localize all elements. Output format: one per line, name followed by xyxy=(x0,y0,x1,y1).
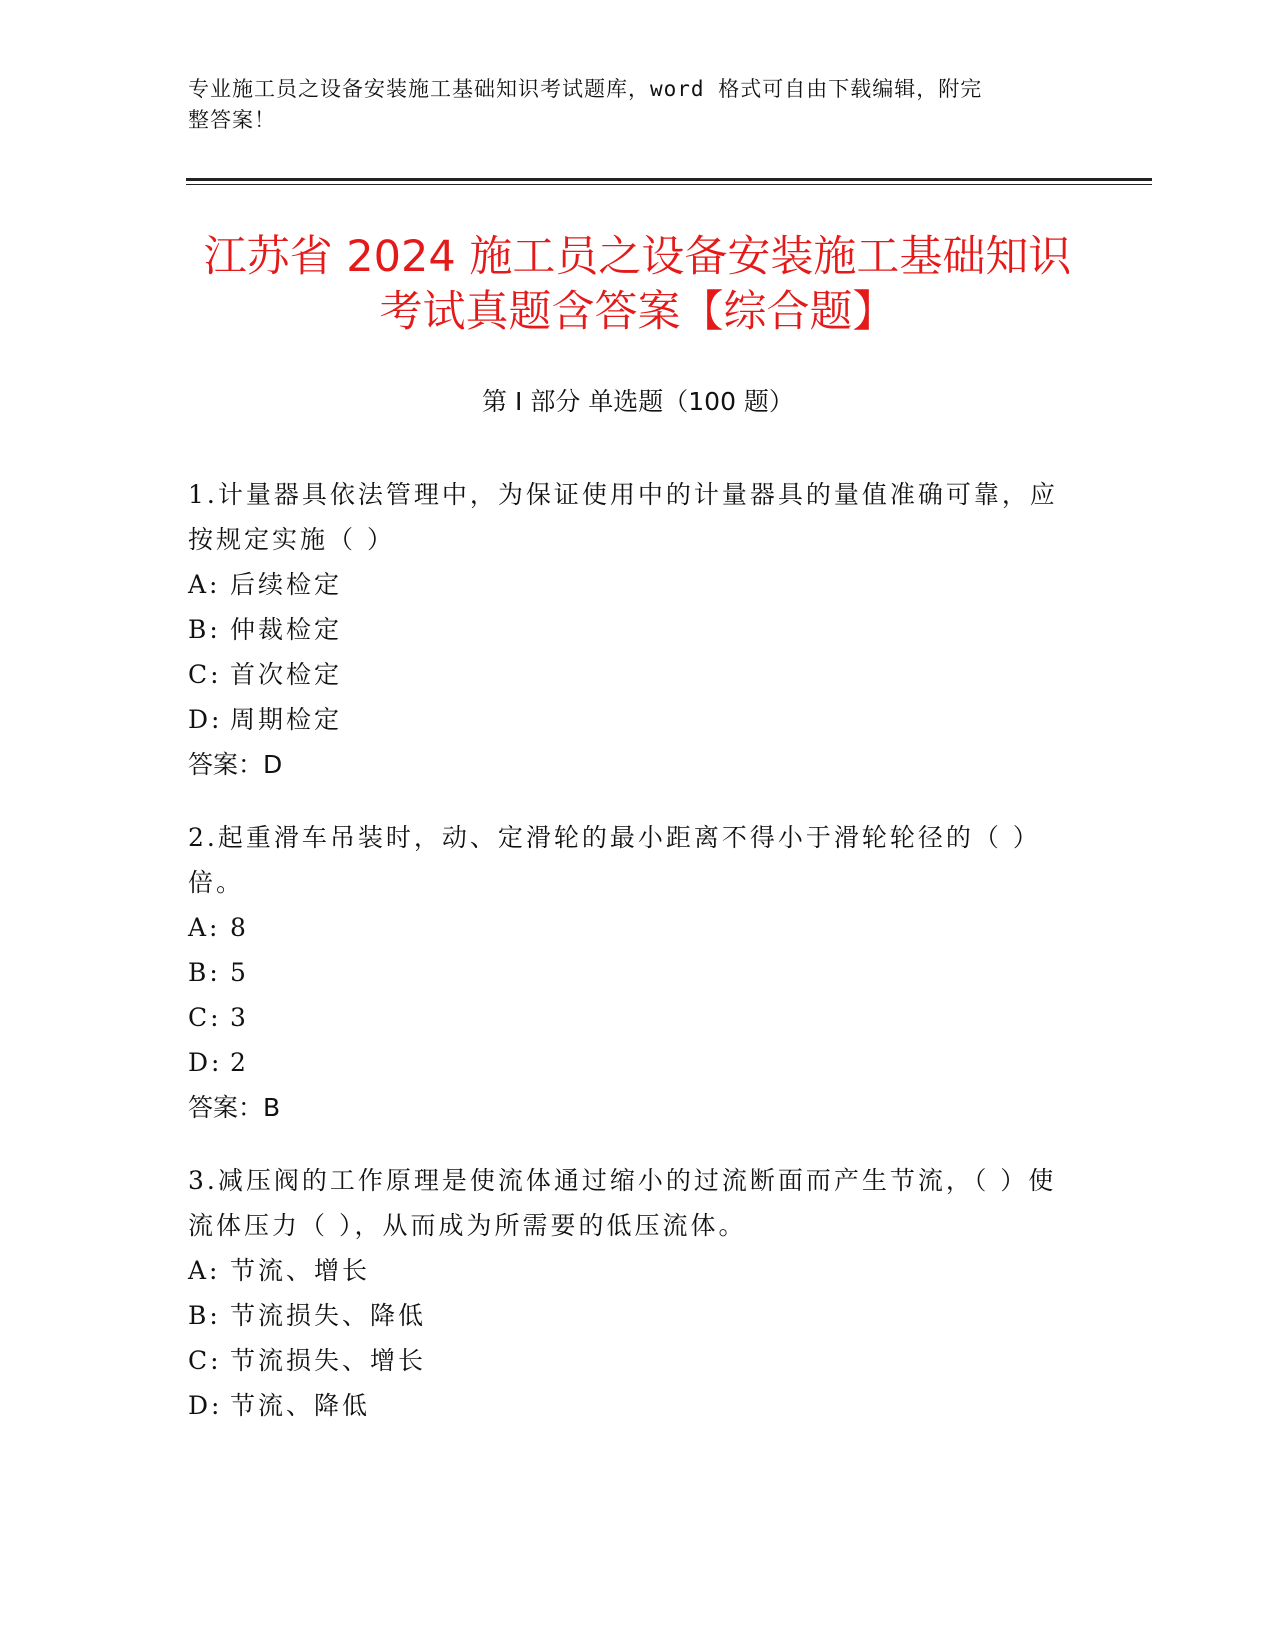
question-stem: 2.起重滑车吊装时，动、定滑轮的最小距离不得小于滑轮轮径的（ ）倍。 xyxy=(188,823,1041,897)
option-c xyxy=(188,1338,1068,1383)
option-text: 节流、降低 xyxy=(230,1391,371,1420)
option-text: 8 xyxy=(230,913,249,942)
question-stem: 1.计量器具依法管理中，为保证使用中的计量器具的量值准确可靠，应按规定实施（ ） xyxy=(188,480,1058,554)
option-key: C: xyxy=(188,1003,222,1032)
option-d xyxy=(188,1040,1068,1085)
header-note xyxy=(188,74,1068,136)
question-1 xyxy=(188,472,1068,787)
option-key: D: xyxy=(188,1048,223,1077)
option-d xyxy=(188,1383,1068,1428)
option-text: 节流损失、降低 xyxy=(230,1301,427,1330)
option-text: 节流损失、增长 xyxy=(230,1346,427,1375)
option-text: 节流、增长 xyxy=(230,1256,371,1285)
answer-line: 答案：B xyxy=(188,1093,281,1122)
document-title-line-1: 江苏省 2024 施工员之设备安装施工基础知识 xyxy=(203,232,1072,282)
option-b xyxy=(188,607,1068,652)
header-note-line-1: 专业施工员之设备安装施工基础知识考试题库，word 格式可自由下载编辑，附完 xyxy=(188,77,983,101)
option-key: A: xyxy=(188,570,221,599)
option-text: 5 xyxy=(230,958,249,987)
option-text: 仲裁检定 xyxy=(230,615,343,644)
document-title-line-2: 考试真题含答案【综合题】 xyxy=(379,287,896,337)
option-key: B: xyxy=(188,615,221,644)
option-key: D: xyxy=(188,1391,223,1420)
option-text: 首次检定 xyxy=(230,660,343,689)
option-text: 3 xyxy=(230,1003,249,1032)
option-key: A: xyxy=(188,1256,221,1285)
question-3 xyxy=(188,1158,1068,1428)
option-c xyxy=(188,652,1068,697)
option-a xyxy=(188,1248,1068,1293)
option-text: 2 xyxy=(230,1048,249,1077)
section-title: 第 I 部分 单选题（100 题） xyxy=(482,387,794,416)
option-a xyxy=(188,905,1068,950)
option-b xyxy=(188,950,1068,995)
question-stem: 3.减压阀的工作原理是使流体通过缩小的过流断面而产生节流，（ ）使流体压力（ ），从而成为所需要的低压流体。 xyxy=(188,1166,1057,1240)
option-d xyxy=(188,697,1068,742)
option-key: D: xyxy=(188,705,223,734)
option-key: C: xyxy=(188,660,222,689)
option-c xyxy=(188,995,1068,1040)
question-2 xyxy=(188,815,1068,1130)
option-text: 后续检定 xyxy=(230,570,343,599)
header-divider-thick xyxy=(186,178,1152,181)
option-key: B: xyxy=(188,958,221,987)
option-a xyxy=(188,562,1068,607)
document-title xyxy=(150,230,1125,340)
question-list xyxy=(188,472,1068,1456)
header-divider-thin xyxy=(186,184,1152,185)
option-b xyxy=(188,1293,1068,1338)
option-key: C: xyxy=(188,1346,222,1375)
option-key: B: xyxy=(188,1301,221,1330)
answer-line: 答案：D xyxy=(188,750,283,779)
option-text: 周期检定 xyxy=(230,705,343,734)
option-key: A: xyxy=(188,913,221,942)
header-note-line-2: 整答案！ xyxy=(188,108,276,132)
